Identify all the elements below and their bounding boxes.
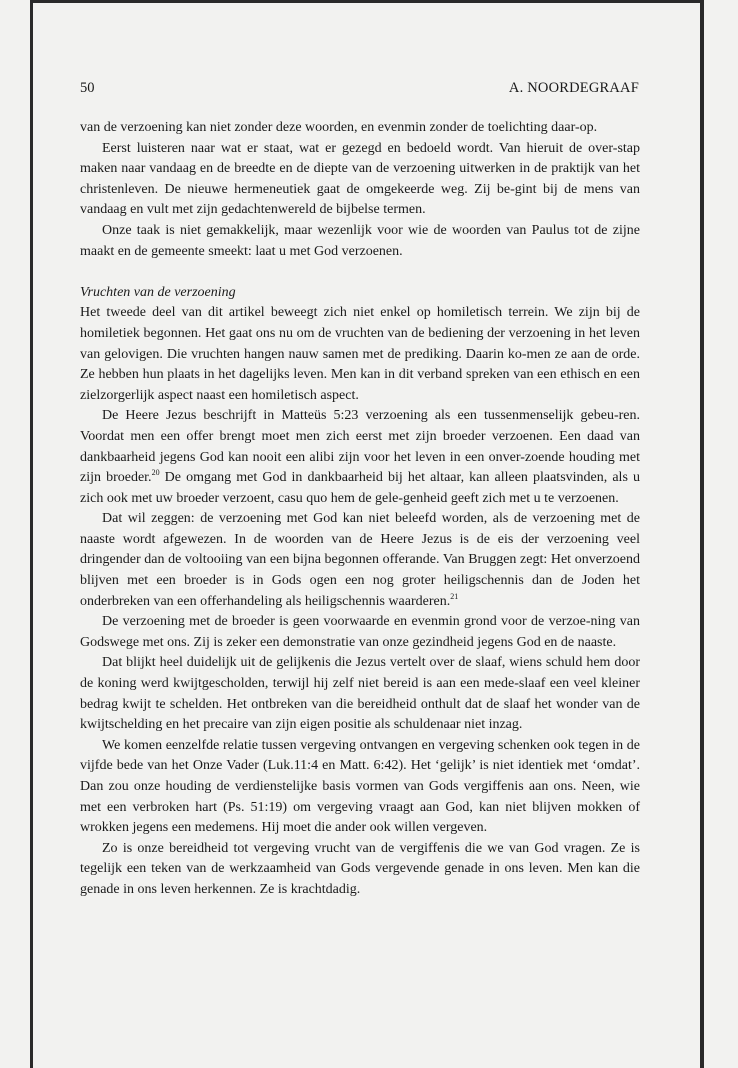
section-heading: Vruchten van de verzoening xyxy=(80,284,236,300)
scan-border-left xyxy=(30,2,33,1068)
paragraph xyxy=(80,509,640,612)
page-header xyxy=(80,80,639,100)
paragraph: Eerst luisteren naar wat er staat, wat er gezegd en bedoeld wordt. Van hieruit de over-stap maken naar vandaag en de breedte en de diepte van de verzoening uitwerken in de praktijk van het christenleven. De nieuwe hermeneutiek gaat de omgekeerde weg. Zij be-gint bij de mens van vandaag en vult met zijn gedachtenwereld de bijbelse termen. xyxy=(80,140,640,218)
footnote-ref[interactable]: 20 xyxy=(151,468,160,478)
running-head: A. NOORDEGRAAF xyxy=(508,80,639,96)
paragraph: Dat blijkt heel duidelijk uit de gelijkenis die Jezus vertelt over de slaaf, wiens schuld hem door de koning werd kwijtgescholden, terwijl hij zelf niet bereid is aan een mede-slaaf een veel kleiner bedrag kwijt te schelden. Het ontbreken van die bereidheid onthult dat de slaaf het wonder van de kwijtschelding en het precaire van zijn eigen positie als schuldenaar niet inzag. xyxy=(80,655,640,733)
scan-border-top xyxy=(30,0,704,3)
paragraph-text: De Heere Jezus beschrijft in Matteüs 5:23 verzoening als een tussenmenselijk gebeu-ren. Voordat men een offer brengt moet men zich eerst met zijn broeder verzoenen. Een daad van dankbaarheid jegens God kan nooit een alibi zijn voor het leven in een onver-zoende houding met zijn broeder. xyxy=(80,408,640,486)
body-text xyxy=(80,118,640,901)
paragraph: Zo is onze bereidheid tot vergeving vrucht van de vergiffenis die we van God vragen. Ze is tegelijk een teken van de werkzaamheid van Gods vergevende genade in ons leven. Men kan die genade in ons leven herkennen. Ze is krachtdadig. xyxy=(80,840,640,897)
paragraph xyxy=(80,406,640,509)
paragraph: Het tweede deel van dit artikel beweegt zich niet enkel op homiletisch terrein. We zijn bij de homiletiek begonnen. Het gaat ons nu om de vruchten van de bediening der verzoening in het leven van gelovigen. Die vruchten hangen nauw samen met de prediking. Daarin ko-men ze aan de orde. Ze hebben hun plaats in het dagelijks leven. Men kan in dit verband spreken van een ethisch en een zielzorgerlijk aspect naast een homiletisch aspect. xyxy=(80,305,640,403)
footnote-ref[interactable]: 21 xyxy=(450,591,459,601)
paragraph-text: Dat wil zeggen: de verzoening met God kan niet beleefd worden, als de verzoening met de naaste wordt afgewezen. In de woorden van de Heere Jezus is de eis der verzoening veel dringender dan de voltooiing van een bijna begonnen offerande. Van Bruggen zegt: Het onverzoend blijven met een broeder is in Gods ogen een nog groter heiligschennis dan de Joden het onderbreken van een offerhandeling als heiligschennis waarderen. xyxy=(80,511,640,609)
paragraph-text: De omgang met God in dankbaarheid bij het altaar, kan alleen plaatsvinden, als u zich ook met uw broeder verzoent, casu quo hem de gele-genheid geeft zich met u te verzoenen. xyxy=(80,470,640,506)
paragraph: van de verzoening kan niet zonder deze woorden, en evenmin zonder de toelichting daar-op. xyxy=(80,120,598,135)
page-number: 50 xyxy=(80,80,95,96)
paragraph: We komen eenzelfde relatie tussen vergeving ontvangen en vergeving schenken ook tegen in de vijfde bede van het Onze Vader (Luk.11:4 en Matt. 6:42). Het ‘gelijk’ is niet identiek met ‘omdat’. Dan zou onze houding de verdienstelijke basis vormen van Gods vergiffenis aan ons. Neen, wie met een verbroken hart (Ps. 51:19) om vergeving vraagt aan God, kan niet blijven mokken of wrokken jegens een medemens. Hij moet die ander ook willen vergeven. xyxy=(80,737,640,836)
paragraph: De verzoening met de broeder is geen voorwaarde en evenmin grond voor de verzoe-ning van Godswege met ons. Zij is zeker een demonstratie van onze gezindheid jegens God en de naaste. xyxy=(80,614,640,650)
scan-border-right xyxy=(700,2,704,1068)
paragraph: Onze taak is niet gemakkelijk, maar wezenlijk voor wie de woorden van Paulus tot de zijne maakt en de gemeente smeekt: laat u met God verzoenen. xyxy=(80,222,640,259)
